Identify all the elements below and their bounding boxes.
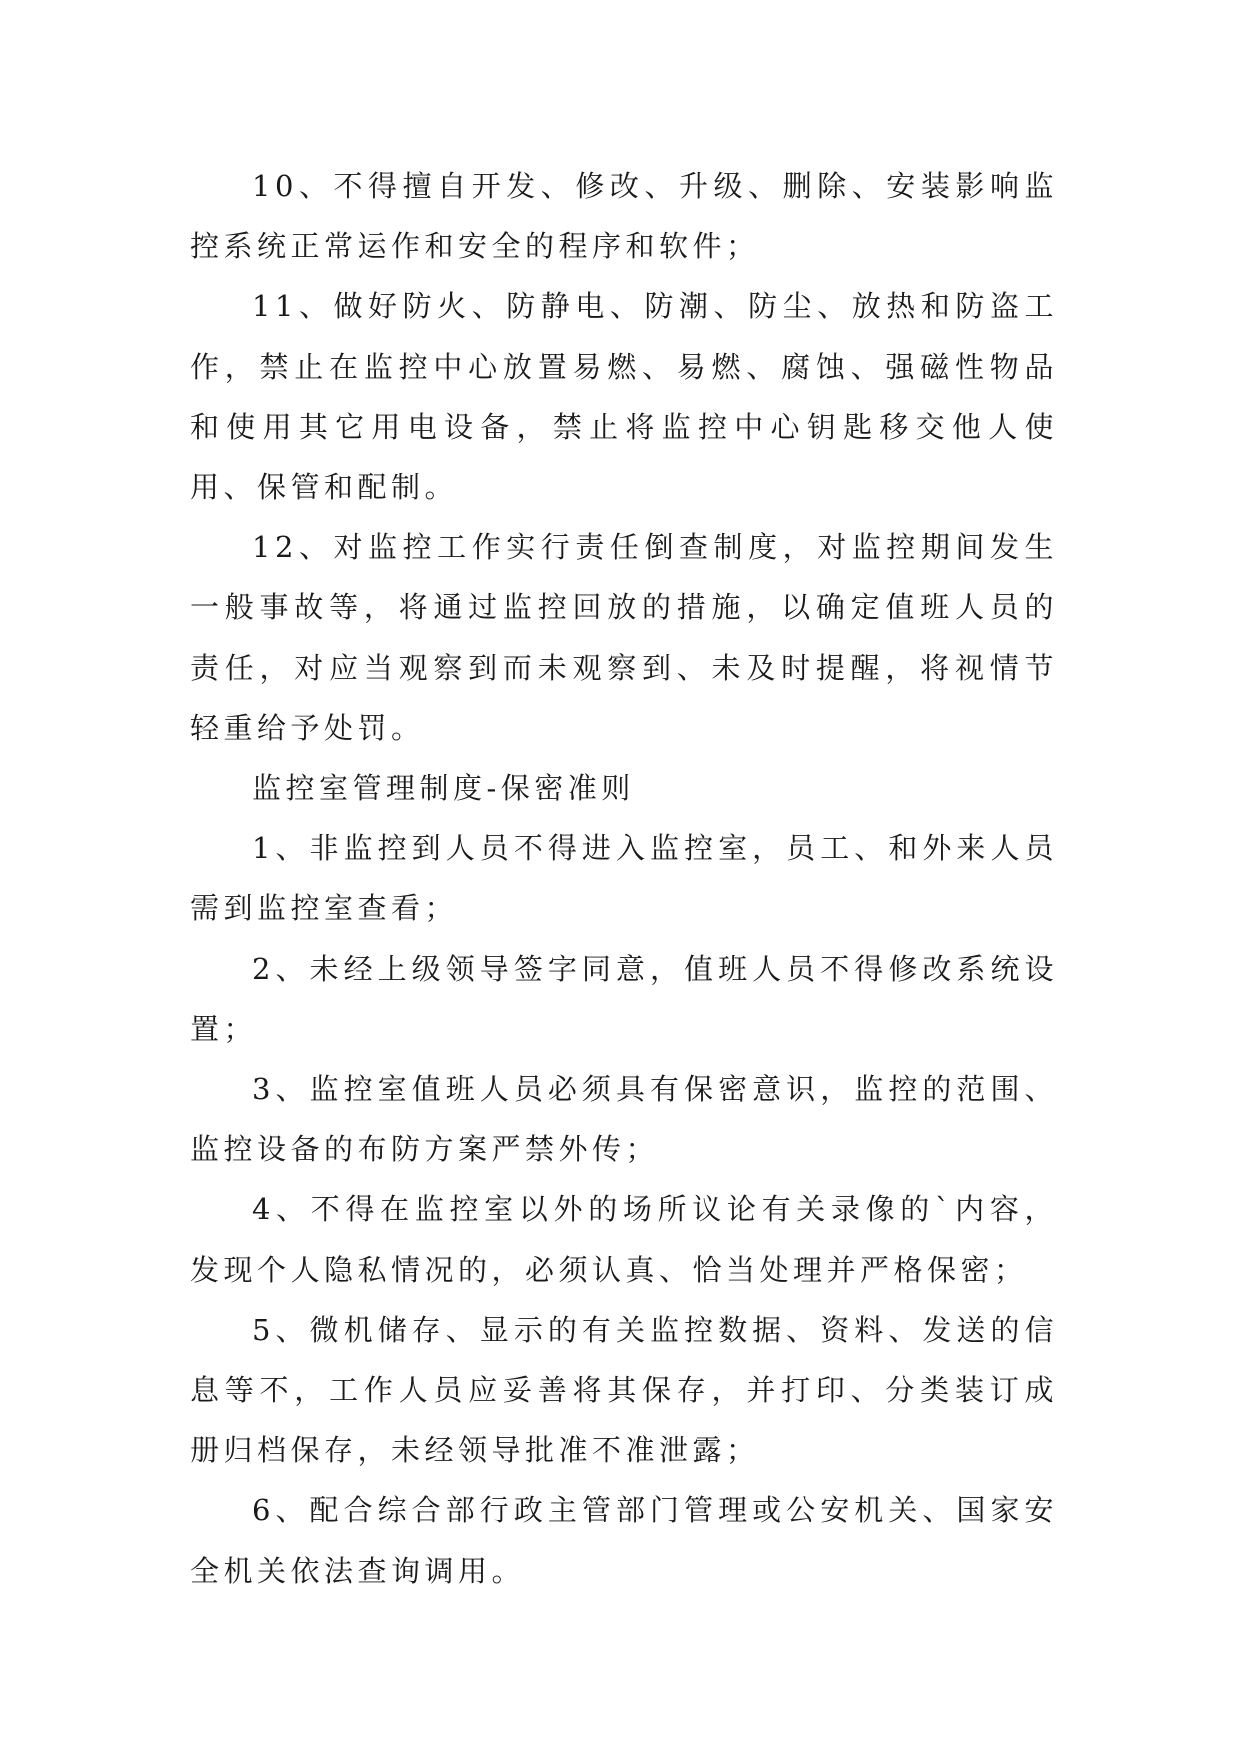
paragraph-confidential-5: 5、微机储存、显示的有关监控数据、资料、发送的信息等不，工作人员应妥善将其保存，并打印、分类装订成册归档保存，未经领导批准不准泄露； — [190, 1312, 1058, 1468]
paragraph-confidential-4: 4、不得在监控室以外的场所议论有关录像的`内容，发现个人隐私情况的，必须认真、恰当处理并严格保密； — [190, 1192, 1058, 1287]
paragraph-confidential-2: 2、未经上级领导签字同意，值班人员不得修改系统设置； — [190, 951, 1058, 1046]
paragraph-rule-10: 10、不得擅自开发、修改、升级、删除、安装影响监控系统正常运作和安全的程序和软件； — [190, 169, 1058, 264]
section-heading: 监控室管理制度-保密准则 — [252, 771, 635, 806]
paragraph-rule-11: 11、做好防火、防静电、防潮、防尘、放热和防盗工作，禁止在监控中心放置易燃、易燃、腐蚀、强磁性物品和使用其它用电设备，禁止将监控中心钥匙移交他人使用、保管和配制。 — [190, 289, 1058, 505]
paragraph-confidential-6: 6、配合综合部行政主管部门管理或公安机关、国家安全机关依法查询调用。 — [190, 1493, 1058, 1588]
document-body — [190, 156, 1058, 1601]
paragraph-confidential-3: 3、监控室值班人员必须具有保密意识，监控的范围、监控设备的布防方案严禁外传； — [190, 1072, 1058, 1167]
paragraph-rule-12: 12、对监控工作实行责任倒查制度，对监控期间发生一般事故等，将通过监控回放的措施，以确定值班人员的责任，对应当观察到而未观察到、未及时提醒，将视情节轻重给予处罚。 — [190, 530, 1058, 745]
paragraph-confidential-1: 1、非监控到人员不得进入监控室，员工、和外来人员需到监控室查看； — [190, 831, 1058, 926]
